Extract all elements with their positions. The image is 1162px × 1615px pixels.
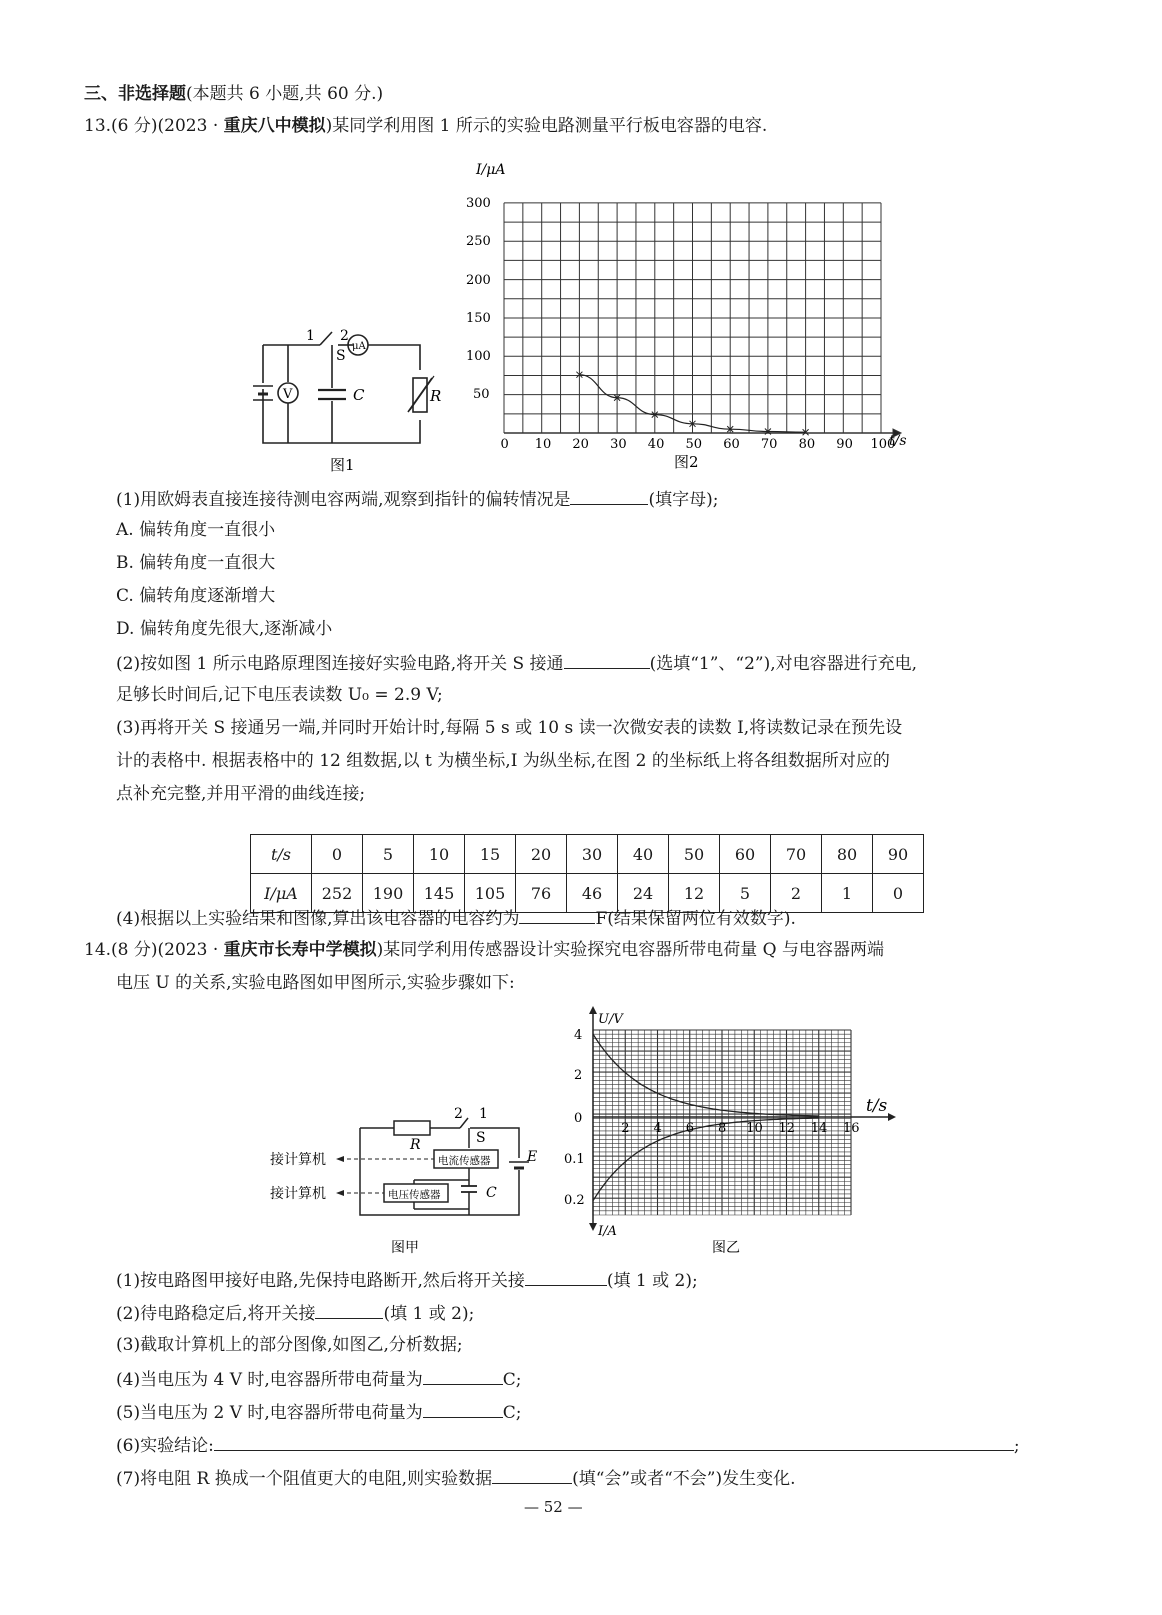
fig-b-i-tick-02: 0.2 <box>564 1193 585 1208</box>
fig2-xtick: 40 <box>647 437 665 452</box>
fig1-voltmeter-label: V <box>283 387 293 402</box>
fig1-capacitor-label: C <box>353 386 365 404</box>
fig2-ytick-250: 250 <box>466 234 491 249</box>
section-note: (本题共 6 小题,共 60 分.) <box>186 84 384 104</box>
fig-a-to-computer-2: 接计算机 <box>270 1186 326 1202</box>
fig-a-voltage-sensor: 电压传感器 <box>388 1189 441 1201</box>
fig2-ytick-50: 50 <box>473 387 490 402</box>
fig2-xtick: 0 <box>500 437 509 452</box>
table-cell: 105 <box>465 874 516 913</box>
table-cell: 70 <box>771 835 822 874</box>
q14-step4-tail: C; <box>502 1370 522 1390</box>
fig2-xlabel: t/s <box>889 433 907 449</box>
q14-step2-tail: (填 1 或 2); <box>383 1304 475 1324</box>
fig2-xtick: 100 <box>870 437 896 452</box>
fig1-caption: 图1 <box>330 456 355 474</box>
fig-a-to-computer-1: 接计算机 <box>270 1152 326 1168</box>
fig2-ytick-200: 200 <box>466 273 491 288</box>
q14-step4 <box>116 1366 522 1392</box>
q13-part2-tail: (选填“1”、“2”),对电容器进行充电, <box>649 654 918 674</box>
q13-option-d: D. 偏转角度先很大,逐渐减小 <box>116 619 333 639</box>
table-head-i: I/μA <box>251 874 312 913</box>
q13-option-b: B. 偏转角度一直很大 <box>116 553 276 573</box>
fig2-xtick: 80 <box>798 437 816 452</box>
q13-option-c: C. 偏转角度逐渐增大 <box>116 586 276 606</box>
q14-step7-tail: (填“会”或者“不会”)发生变化. <box>572 1469 796 1489</box>
q14-step1-tail: (填 1 或 2); <box>606 1271 698 1291</box>
section-title: 三、非选择题 <box>84 84 186 104</box>
fig-a-switch-label: S <box>476 1130 486 1146</box>
table-cell: 5 <box>363 835 414 874</box>
q14-step6-tail: ; <box>1013 1436 1020 1456</box>
fig1-label-1: 1 <box>306 328 315 344</box>
fig-b-i-tick-01: 0.1 <box>564 1152 585 1167</box>
q13-data-table <box>250 834 924 913</box>
q13-part1 <box>116 486 718 512</box>
q13-part3-line2: 计的表格中. 根据表格中的 12 组数据,以 t 为横坐标,I 为纵坐标,在图 2 的坐标纸上将各组数据所对应的 <box>116 751 890 771</box>
fig-a-c-label: C <box>486 1185 497 1201</box>
fig2-ytick-300: 300 <box>466 196 491 211</box>
q13-figure1-circuit <box>250 320 450 480</box>
q14-figure-b-graph <box>560 1005 900 1265</box>
fig2-xtick: 50 <box>685 437 703 452</box>
fig-b-y-axis-arrow-down <box>589 1223 597 1231</box>
fig-a-caption: 图甲 <box>391 1240 419 1256</box>
fig1-resistor-label: R <box>430 387 442 405</box>
table-cell: 50 <box>669 835 720 874</box>
q14-step1-answer-blank[interactable] <box>525 1267 607 1286</box>
q14-step5-answer-blank[interactable] <box>423 1399 503 1418</box>
fig-b-xtick: 2 <box>621 1121 630 1136</box>
q14-step4-answer-blank[interactable] <box>423 1366 503 1385</box>
q14-step7 <box>116 1465 796 1491</box>
fig2-xtick: 60 <box>723 437 740 452</box>
fig-b-u-tick-4: 4 <box>574 1028 583 1043</box>
q14-source-post: ) <box>376 940 384 960</box>
fig1-switch-label: S <box>336 348 346 364</box>
q14-step2 <box>116 1300 474 1326</box>
q14-step5-tail: C; <box>502 1403 522 1423</box>
q13-source-name: 重庆八中模拟 <box>223 116 326 136</box>
table-cell: 46 <box>567 874 618 913</box>
table-cell: 1 <box>822 874 873 913</box>
q14-step2-text: (2)待电路稳定后,将开关接 <box>116 1304 316 1324</box>
fig-b-xlabel: t/s <box>866 1096 888 1116</box>
table-cell: 30 <box>567 835 618 874</box>
fig-b-u-tick-0: 0 <box>574 1111 583 1126</box>
q13-part1-tail: (填字母); <box>648 490 719 510</box>
fig1-label-2: 2 <box>340 328 349 344</box>
q14-step2-answer-blank[interactable] <box>315 1300 383 1319</box>
table-cell: 145 <box>414 874 465 913</box>
q13-part3-line3: 点补充完整,并用平滑的曲线连接; <box>116 784 366 804</box>
q13-part4-answer-blank[interactable] <box>519 905 595 924</box>
table-cell: 10 <box>414 835 465 874</box>
fig-a-r-label: R <box>410 1137 421 1153</box>
q14-source-name: 重庆市长寿中学模拟 <box>223 940 377 960</box>
fig2-ytick-150: 150 <box>466 311 491 326</box>
q13-part1-answer-blank[interactable] <box>570 486 648 505</box>
table-cell: 80 <box>822 835 873 874</box>
table-cell: 2 <box>771 874 822 913</box>
fig-a-contact-1: 1 <box>479 1106 488 1122</box>
fig-b-xtick: 12 <box>778 1121 796 1136</box>
table-cell: 40 <box>618 835 669 874</box>
q13-stem-text: 某同学利用图 1 所示的实验电路测量平行板电容器的电容. <box>332 116 768 136</box>
q14-stem <box>84 938 884 962</box>
fig2-xtick: 20 <box>572 437 589 452</box>
fig2-ytick-100: 100 <box>466 349 491 364</box>
q13-option-a: A. 偏转角度一直很小 <box>116 520 276 540</box>
q14-step4-text: (4)当电压为 4 V 时,电容器所带电荷量为 <box>116 1370 423 1390</box>
q14-stem-text: 某同学利用传感器设计实验探究电容器所带电荷量 Q 与电容器两端 <box>383 940 885 960</box>
fig2-xtick: 90 <box>836 437 853 452</box>
fig-a-current-sensor: 电流传感器 <box>438 1155 491 1167</box>
fig-b-xtick: 10 <box>746 1121 763 1136</box>
table-cell: 60 <box>720 835 771 874</box>
fig2-caption: 图2 <box>674 453 699 471</box>
q14-step3: (3)截取计算机上的部分图像,如图乙,分析数据; <box>116 1335 463 1355</box>
fig-b-ylabel-top: U/V <box>598 1012 623 1027</box>
fig-b-xtick: 16 <box>843 1121 860 1136</box>
q14-source-pre: (2023 · <box>157 940 224 960</box>
fig-b-voltage-curve <box>593 1034 819 1116</box>
fig-a-contact-2: 2 <box>454 1106 463 1122</box>
fig-b-xtick: 4 <box>653 1121 662 1136</box>
q13-source-pre: (2023 · <box>157 116 224 136</box>
q13-figure2-graph <box>466 155 926 475</box>
table-cell: 0 <box>312 835 363 874</box>
fig-b-xtick: 6 <box>685 1121 695 1136</box>
fig-b-caption: 图乙 <box>712 1240 740 1256</box>
q14-step1 <box>116 1267 698 1293</box>
q13-stem <box>84 114 767 138</box>
table-cell: 15 <box>465 835 516 874</box>
table-cell: 90 <box>873 835 924 874</box>
table-cell: 190 <box>363 874 414 913</box>
fig-b-y-axis-arrow-up <box>589 1006 597 1014</box>
q14-step7-answer-blank[interactable] <box>492 1465 572 1484</box>
q14-step5-text: (5)当电压为 2 V 时,电容器所带电荷量为 <box>116 1403 423 1423</box>
q14-step6-answer-blank[interactable] <box>214 1432 1014 1451</box>
table-cell: 76 <box>516 874 567 913</box>
q13-part2-line2: 足够长时间后,记下电压表读数 U₀ = 2.9 V; <box>116 685 443 705</box>
q14-figure-a-circuit <box>264 1100 554 1260</box>
fig-b-xtick: 8 <box>718 1121 727 1136</box>
fig-b-u-tick-2: 2 <box>574 1068 583 1083</box>
q13-part4-text: (4)根据以上实验结果和图像,算出该电容器的电容约为 <box>116 909 520 929</box>
fig2-xtick: 30 <box>610 437 627 452</box>
fig-a-e-label: E <box>527 1149 538 1165</box>
table-cell: 252 <box>312 874 363 913</box>
q14-step6 <box>116 1432 1020 1458</box>
fig2-xtick: 70 <box>760 437 778 452</box>
q14-step5 <box>116 1399 522 1425</box>
q14-step7-text: (7)将电阻 R 换成一个阻值更大的电阻,则实验数据 <box>116 1469 493 1489</box>
q13-part3-line1: (3)再将开关 S 接通另一端,并同时开始计时,每隔 5 s 或 10 s 读一次微安表的读数 I,将读数记录在预先设 <box>116 718 903 738</box>
fig2-xtick: 10 <box>534 437 552 452</box>
table-cell: 24 <box>618 874 669 913</box>
q13-source-post: ) <box>325 116 333 136</box>
table-cell: 0 <box>873 874 924 913</box>
table-cell: 12 <box>669 874 720 913</box>
q14-step1-text: (1)按电路图甲接好电路,先保持电路断开,然后将开关接 <box>116 1271 525 1291</box>
table-row-t <box>251 835 924 874</box>
fig1-microammeter-label: μA <box>352 341 366 352</box>
table-head-t: t/s <box>251 835 312 874</box>
table-cell: 5 <box>720 874 771 913</box>
fig-b-t-axis-arrow <box>888 1113 896 1121</box>
q13-part2-text: (2)按如图 1 所示电路原理图连接好实验电路,将开关 S 接通 <box>116 654 564 674</box>
q13-score: (6 分) <box>111 116 158 136</box>
fig-b-xtick: 14 <box>810 1121 828 1136</box>
fig2-ylabel: I/μA <box>476 162 506 178</box>
q13-part2-answer-blank[interactable] <box>564 650 650 669</box>
q13-number: 13. <box>84 116 112 136</box>
q14-number: 14. <box>84 940 112 960</box>
fig-b-ylabel-bottom: I/A <box>598 1224 617 1239</box>
q14-score: (8 分) <box>111 940 158 960</box>
q13-part4 <box>116 905 796 931</box>
q13-part2 <box>116 650 917 676</box>
q14-stem-line2: 电压 U 的关系,实验电路图如甲图所示,实验步骤如下: <box>116 973 515 993</box>
q14-step6-text: (6)实验结论: <box>116 1436 214 1456</box>
q13-part1-text: (1)用欧姆表直接连接待测电容两端,观察到指针的偏转情况是 <box>116 490 571 510</box>
table-cell: 20 <box>516 835 567 874</box>
page-number: — 52 — <box>524 1498 583 1516</box>
section-heading <box>84 82 383 106</box>
q13-part4-tail: F(结果保留两位有效数字). <box>595 909 796 929</box>
